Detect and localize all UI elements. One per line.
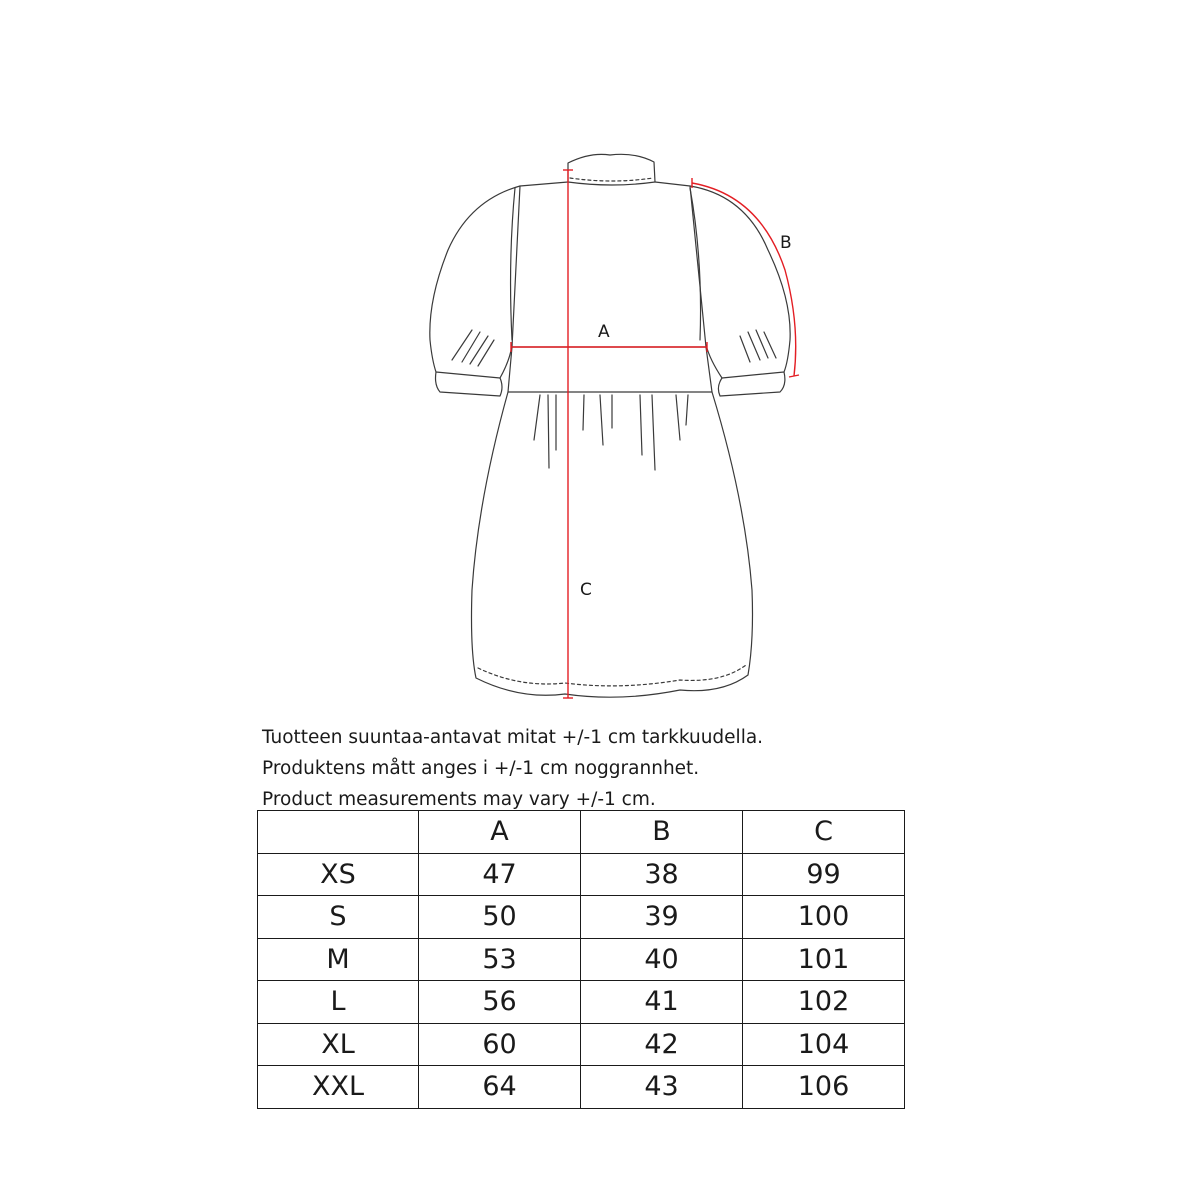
value-cell-a: 64	[419, 1066, 581, 1109]
measure-label-b: B	[780, 233, 792, 253]
measure-tick-b-bottom	[789, 375, 799, 377]
waistband	[508, 347, 712, 392]
table-row	[258, 853, 905, 896]
size-chart-table	[257, 810, 905, 1109]
size-cell: XL	[258, 1023, 419, 1066]
note-swedish: Produktens mått anges i +/-1 cm noggrannhet.	[262, 758, 700, 779]
table-row	[258, 1066, 905, 1109]
measure-label-c: C	[580, 580, 592, 600]
value-cell-c: 100	[743, 896, 905, 939]
value-cell-a: 60	[419, 1023, 581, 1066]
header-cell-b: B	[581, 811, 743, 854]
collar	[568, 154, 655, 185]
table-row	[258, 896, 905, 939]
value-cell-b: 39	[581, 896, 743, 939]
left-sleeve	[430, 186, 520, 378]
table-row	[258, 938, 905, 981]
value-cell-b: 40	[581, 938, 743, 981]
table-row	[258, 1023, 905, 1066]
note-finnish: Tuotteen suuntaa-antavat mitat +/-1 cm tarkkuudella.	[262, 727, 764, 748]
skirt	[472, 392, 753, 697]
value-cell-c: 102	[743, 981, 905, 1024]
header-cell-a: A	[419, 811, 581, 854]
header-cell-c: C	[743, 811, 905, 854]
size-cell: M	[258, 938, 419, 981]
skirt-gathers	[534, 395, 688, 470]
bodice-seam-right	[690, 188, 701, 340]
value-cell-c: 104	[743, 1023, 905, 1066]
collar-stitch	[570, 178, 653, 181]
header-cell-empty	[258, 811, 419, 854]
left-sleeve-gathers	[452, 330, 494, 366]
value-cell-a: 56	[419, 981, 581, 1024]
size-cell: XS	[258, 853, 419, 896]
right-sleeve	[690, 186, 790, 378]
table-row	[258, 981, 905, 1024]
value-cell-a: 50	[419, 896, 581, 939]
table-header-row	[258, 811, 905, 854]
value-cell-a: 47	[419, 853, 581, 896]
right-sleeve-gathers	[740, 330, 776, 362]
hem-stitch	[478, 665, 746, 686]
value-cell-a: 53	[419, 938, 581, 981]
measure-label-a: A	[598, 322, 610, 342]
size-cell: S	[258, 896, 419, 939]
size-cell: L	[258, 981, 419, 1024]
value-cell-b: 42	[581, 1023, 743, 1066]
size-cell: XXL	[258, 1066, 419, 1109]
value-cell-c: 99	[743, 853, 905, 896]
value-cell-c: 106	[743, 1066, 905, 1109]
value-cell-c: 101	[743, 938, 905, 981]
bodice-seam-left	[511, 188, 515, 340]
value-cell-b: 41	[581, 981, 743, 1024]
measurement-notes	[262, 722, 922, 815]
value-cell-b: 38	[581, 853, 743, 896]
note-english: Product measurements may vary +/-1 cm.	[262, 789, 656, 810]
value-cell-b: 43	[581, 1066, 743, 1109]
